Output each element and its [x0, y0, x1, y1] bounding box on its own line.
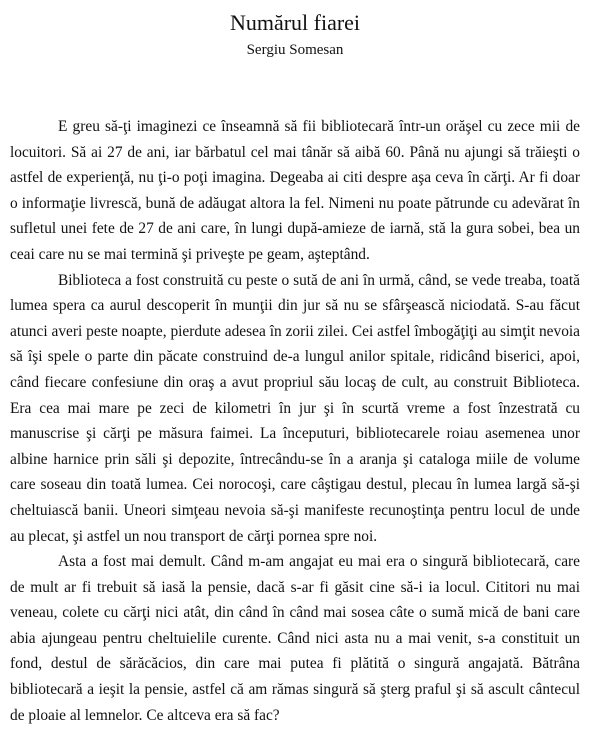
- document-author: Sergiu Somesan: [246, 42, 344, 58]
- document-title: Numărul fiarei: [229, 10, 361, 35]
- paragraph: E greu să-ţi imaginezi ce înseamnă să fii bibliotecară într-un orăşel cu zece mii de locuitori. Să ai 27 de ani, iar bărbatul cel mai tânăr să aibă 60. Până nu ajungi să trăieşti o astfel de experienţă, nu ţi-o poţi imagina. Degeaba ai citi despre aşa ceva în cărţi. Ar fi doar o informaţie livrescă, bună de adăugat altora la fel. Nimeni nu poate pătrunde cu adevărat în sufletul unei fete de 27 de ani care, în lungi după-amieze de iarnă, stă la gura sobei, bea un ceai care nu se mai termină şi priveşte pe geam, aşteptând.: [10, 118, 580, 263]
- paragraph: Asta a fost mai demult. Când m-am angajat eu mai era o singură bibliotecară, care de mult ar fi trebuit să iasă la pensie, dacă s-ar fi găsit cine să-i ia locul. Cititori nu mai veneau, colete cu cărţi nici atât, din când în când mai sosea câte o sumă mică de bani care abia ajungeau pentru cheltuielile curente. Când nici asta nu a mai venit, s-a constituit un fond, destul de sărăcăcios, din care mai putea fi plătită o singură angajată. Bătrâna bibliotecară a ieşit la pensie, astfel că am rămas singură să şterg praful şi să ascult cântecul de ploaie al lemnelor. Ce altceva era să fac?: [10, 553, 580, 724]
- document-body: [10, 114, 580, 728]
- paragraph: Biblioteca a fost construită cu peste o sută de ani în urmă, când, se vede treaba, toată lumea spera ca aurul descoperit în munţii din jur să nu se sfârşească niciodată. S-au făcut atunci averi peste noapte, pierdute adesea în zorii zilei. Cei astfel îmbogăţiţi au simţit nevoia să îşi spele o parte din păcate construind de-a lungul anilor spitale, ridicând biserici, apoi, când fiecare confesiune din oraş a avut propriul său locaş de cult, au construit Biblioteca. Era cea mai mare pe zeci de kilometri în jur şi în scurtă vreme a fost înzestrată cu manuscrise şi cărţi pe măsura faimei. La începuturi, bibliotecarele roiau asemenea unor albine harnice prin săli şi depozite, întrecându-se în a aranja şi cataloga miile de volume care soseau din toată lumea. Cei norocoşi, care câştigau destul, plecau în lumea largă să-şi cheltuiască banii. Uneori simţeau nevoia să-şi manifeste recunoştinţa pentru locul de unde au plecat, şi astfel un nou transport de cărţi pornea spre noi.: [10, 271, 580, 545]
